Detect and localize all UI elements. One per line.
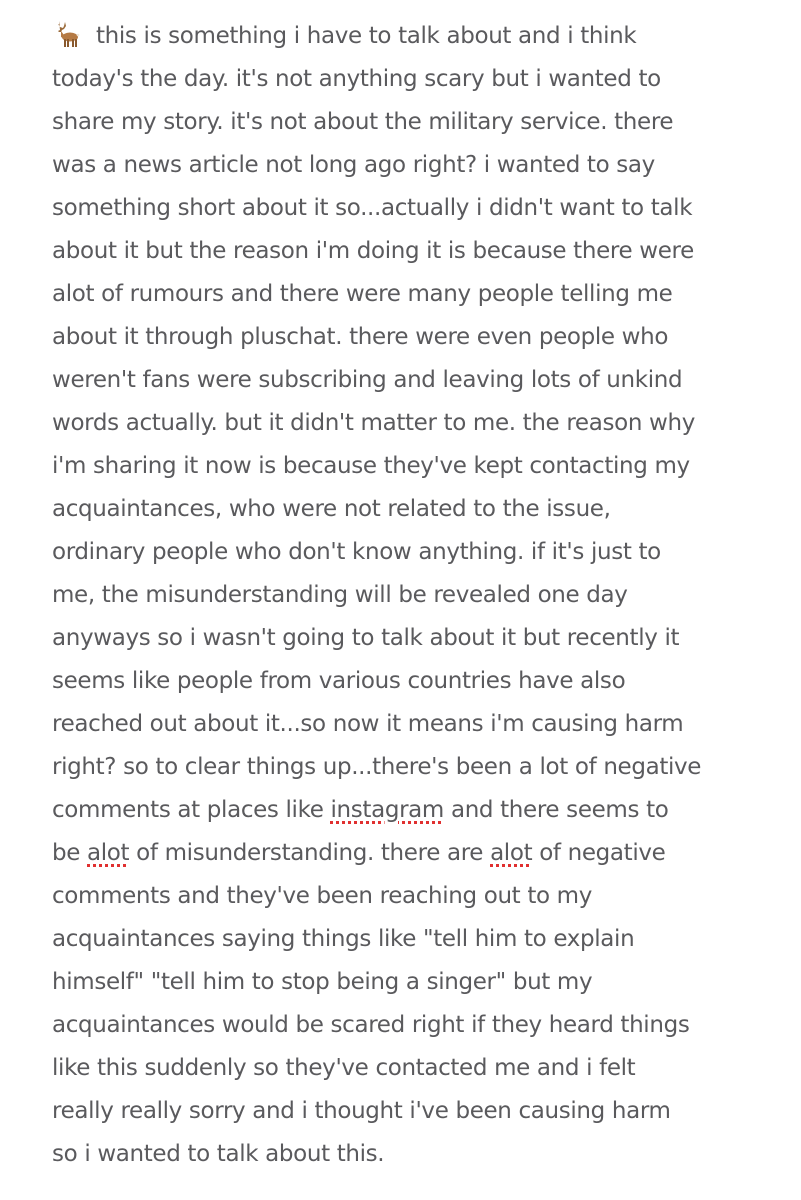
note-line: like this suddenly so they've contacted me and i felt — [52, 1055, 636, 1081]
note-line — [52, 15, 636, 58]
note-line: acquaintances saying things like "tell him to explain — [52, 926, 635, 952]
note-line-text: of misunderstanding. there are — [129, 840, 491, 866]
note-line: acquaintances would be scared right if they heard things — [52, 1012, 690, 1038]
note-line: seems like people from various countries have also — [52, 668, 626, 694]
note-line-text: of negative — [532, 840, 666, 866]
note-line — [52, 789, 668, 832]
note-line — [52, 832, 665, 875]
note-line: weren't fans were subscribing and leaving lots of unkind — [52, 367, 683, 393]
note-line: share my story. it's not about the military service. there — [52, 109, 674, 135]
note-line: anyways so i wasn't going to talk about it but recently it — [52, 625, 680, 651]
note-line: about it but the reason i'm doing it is because there were — [52, 238, 694, 264]
deer-icon — [52, 19, 82, 49]
note-line-text: be — [52, 840, 88, 866]
note-line: so i wanted to talk about this. — [52, 1141, 385, 1167]
note-line: today's the day. it's not anything scary but i wanted to — [52, 66, 661, 92]
note-line: words actually. but it didn't matter to me. the reason why — [52, 410, 695, 436]
note-line: right? so to clear things up...there's been a lot of negative — [52, 754, 702, 780]
note-line: acquaintances, who were not related to the issue, — [52, 496, 611, 522]
note-line: really really sorry and i thought i've been causing harm — [52, 1098, 671, 1124]
note-line: was a news article not long ago right? i wanted to say — [52, 152, 655, 178]
note-line: himself" "tell him to stop being a singer" but my — [52, 969, 593, 995]
note-line-text: this is something i have to talk about and i think — [96, 23, 637, 49]
note-line: ordinary people who don't know anything. if it's just to — [52, 539, 661, 565]
misspelled-word[interactable]: alot — [490, 840, 533, 866]
note-line-text: comments at places like — [52, 797, 331, 823]
note-line: reached out about it...so now it means i'm causing harm — [52, 711, 684, 737]
note-line: i'm sharing it now is because they've kept contacting my — [52, 453, 690, 479]
note-line: alot of rumours and there were many people telling me — [52, 281, 673, 307]
misspelled-word[interactable]: alot — [87, 840, 130, 866]
note-line: me, the misunderstanding will be revealed one day — [52, 582, 628, 608]
note-line: about it through pluschat. there were even people who — [52, 324, 669, 350]
note-line: something short about it so...actually i didn't want to talk — [52, 195, 693, 221]
misspelled-word[interactable]: instagram — [330, 797, 444, 823]
note-line: comments and they've been reaching out to my — [52, 883, 592, 909]
note-line-text: and there seems to — [443, 797, 669, 823]
